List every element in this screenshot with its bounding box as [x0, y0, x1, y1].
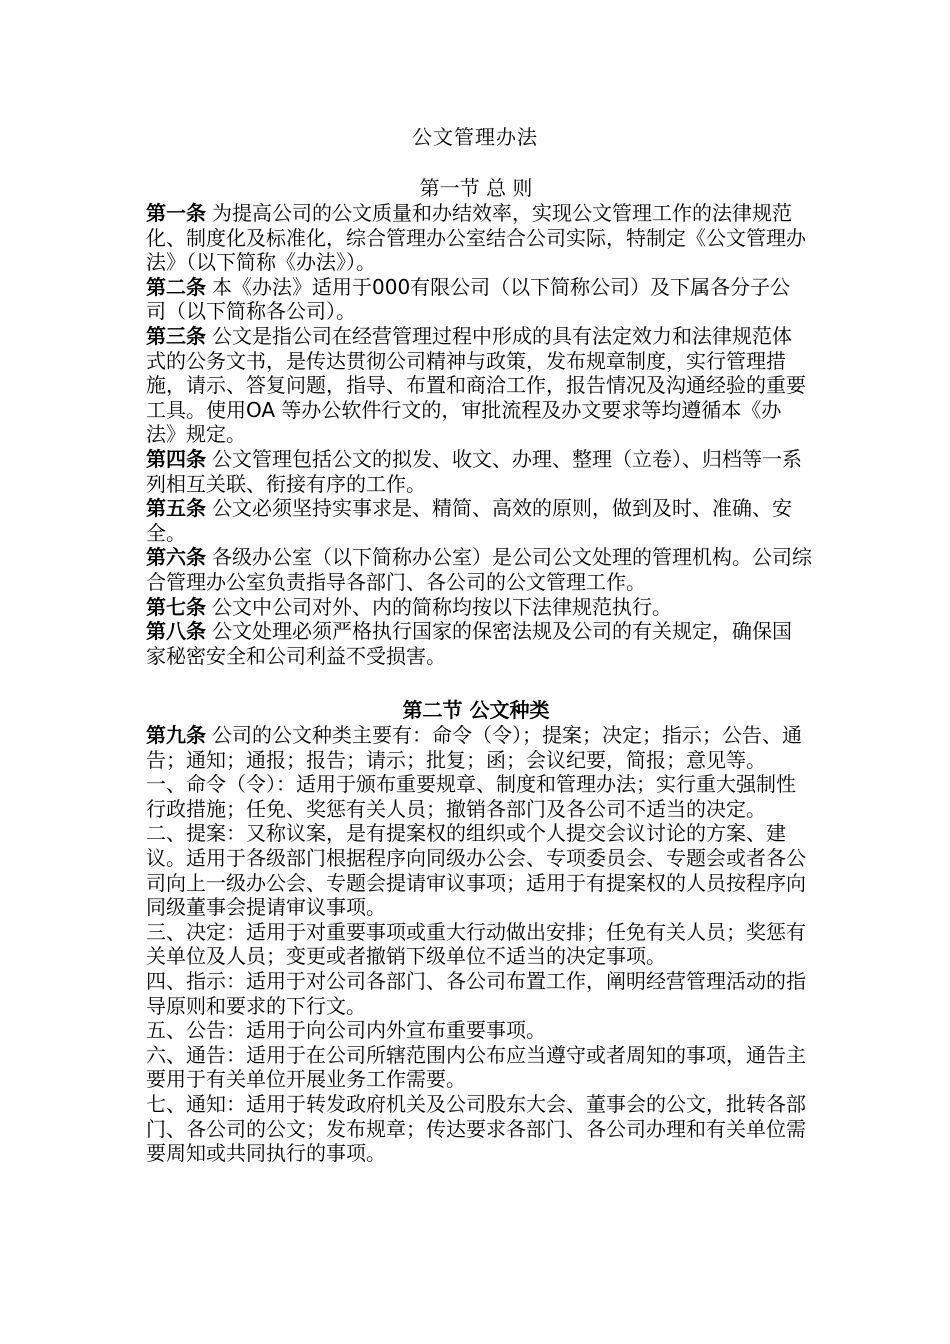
- article-1: [146, 201, 806, 275]
- section-general-provisions: [146, 175, 826, 668]
- article-label: 第六条: [146, 545, 206, 570]
- article-8: [146, 619, 806, 668]
- article-4: [146, 447, 806, 496]
- list-item: 一、命令（令）：适用于颁布重要规章、制度和管理办法；实行重大强制性行政措施；任免、奖惩有关人员；撤销各部门及各公司不适当的决定。: [146, 772, 796, 821]
- article-text: 公文必须坚持实事求是、精简、高效的原则，做到及时、准确、安全。: [146, 496, 792, 545]
- article-6: [146, 545, 826, 594]
- section-document-types: [146, 697, 826, 1166]
- article-text: 为提高公司的公文质量和办结效率，实现公文管理工作的法律规范化、制度化及标准化，综合管理办公室结合公司实际，特制定《公文管理办法》（以下简称《办法》）。: [146, 201, 806, 275]
- article-9: [146, 723, 806, 772]
- section-heading: 第一节 总 则: [419, 176, 533, 200]
- article-label: 第九条: [146, 723, 206, 747]
- article-label: 第七条: [146, 594, 206, 619]
- list-item: 七、通知：适用于转发政府机关及公司股东大会、董事会的公文，批转各部门、各公司的公文；发布规章；传达要求各部门、各公司办理和有关单位需要周知或共同执行的事项。: [146, 1091, 806, 1166]
- list-item: 四、指示：适用于对公司各部门、各公司布置工作，阐明经营管理活动的指导原则和要求的下行文。: [146, 968, 806, 1018]
- article-3: [146, 324, 806, 447]
- article-label: 第一条: [146, 201, 206, 225]
- article-label: 第四条: [146, 446, 206, 471]
- article-text: 公文中公司对外、内的简称均按以下法律规范执行。: [212, 594, 672, 619]
- list-item: 五、公告：适用于向公司内外宣布重要事项。: [146, 1018, 546, 1043]
- article-text: 本《办法》适用于000有限公司（以下简称公司）及下属各分子公司（以下简称各公司）。: [146, 274, 791, 324]
- list-item: 二、提案：又称议案，是有提案权的组织或个人提交会议讨论的方案、建议。适用于各级部门根据程序向同级办公会、专项委员会、专题会或者各公司向上一级办公会、专题会提请审议事项；适用于有提案权的人员按程序向同级董事会提请审议事项。: [146, 821, 806, 920]
- article-label: 第二条: [146, 274, 206, 299]
- list-item: 三、决定：适用于对重要事项或重大行动做出安排；任免有关人员；奖惩有关单位及人员；变更或者撤销下级单位不适当的决定事项。: [146, 919, 806, 969]
- article-5: [146, 496, 806, 545]
- article-2: [146, 275, 806, 324]
- article-label: 第五条: [146, 496, 206, 521]
- article-text: 公文管理包括公文的拟发、收文、办理、整理（立卷）、归档等一系列相互关联、衔接有序的工作。: [146, 446, 802, 496]
- article-text: 公文是指公司在经营管理过程中形成的具有法定效力和法律规范体式的公务文书，是传达贯彻公司精神与政策，发布规章制度，实行管理措施，请示、答复问题，指导、布置和商洽工作，报告情况及沟通经验的重要工具。使用OA 等办公软件行文的，审批流程及办文要求等均遵循本《办法》规定。: [146, 323, 806, 447]
- article-label: 第八条: [146, 619, 206, 644]
- article-text: 公司的公文种类主要有：命令（令）；提案；决定；指示；公告、通告；通知；通报；报告；请示；批复；函；会议纪要，简报；意见等。: [146, 723, 802, 772]
- section-heading: 第二节 公文种类: [402, 698, 550, 722]
- article-text: 各级办公室（以下简称办公室）是公司公文处理的管理机构。公司综合管理办公室负责指导各部门、各公司的公文管理工作。: [146, 545, 812, 594]
- article-text: 公文处理必须严格执行国家的保密法规及公司的有关规定，确保国家秘密安全和公司利益不受损害。: [146, 619, 792, 668]
- list-item: 六、通告：适用于在公司所辖范围内公布应当遵守或者周知的事项，通告主要用于有关单位开展业务工作需要。: [146, 1042, 806, 1092]
- article-7: [146, 595, 806, 620]
- article-label: 第三条: [146, 323, 206, 348]
- document-title: 公文管理办法: [412, 125, 538, 149]
